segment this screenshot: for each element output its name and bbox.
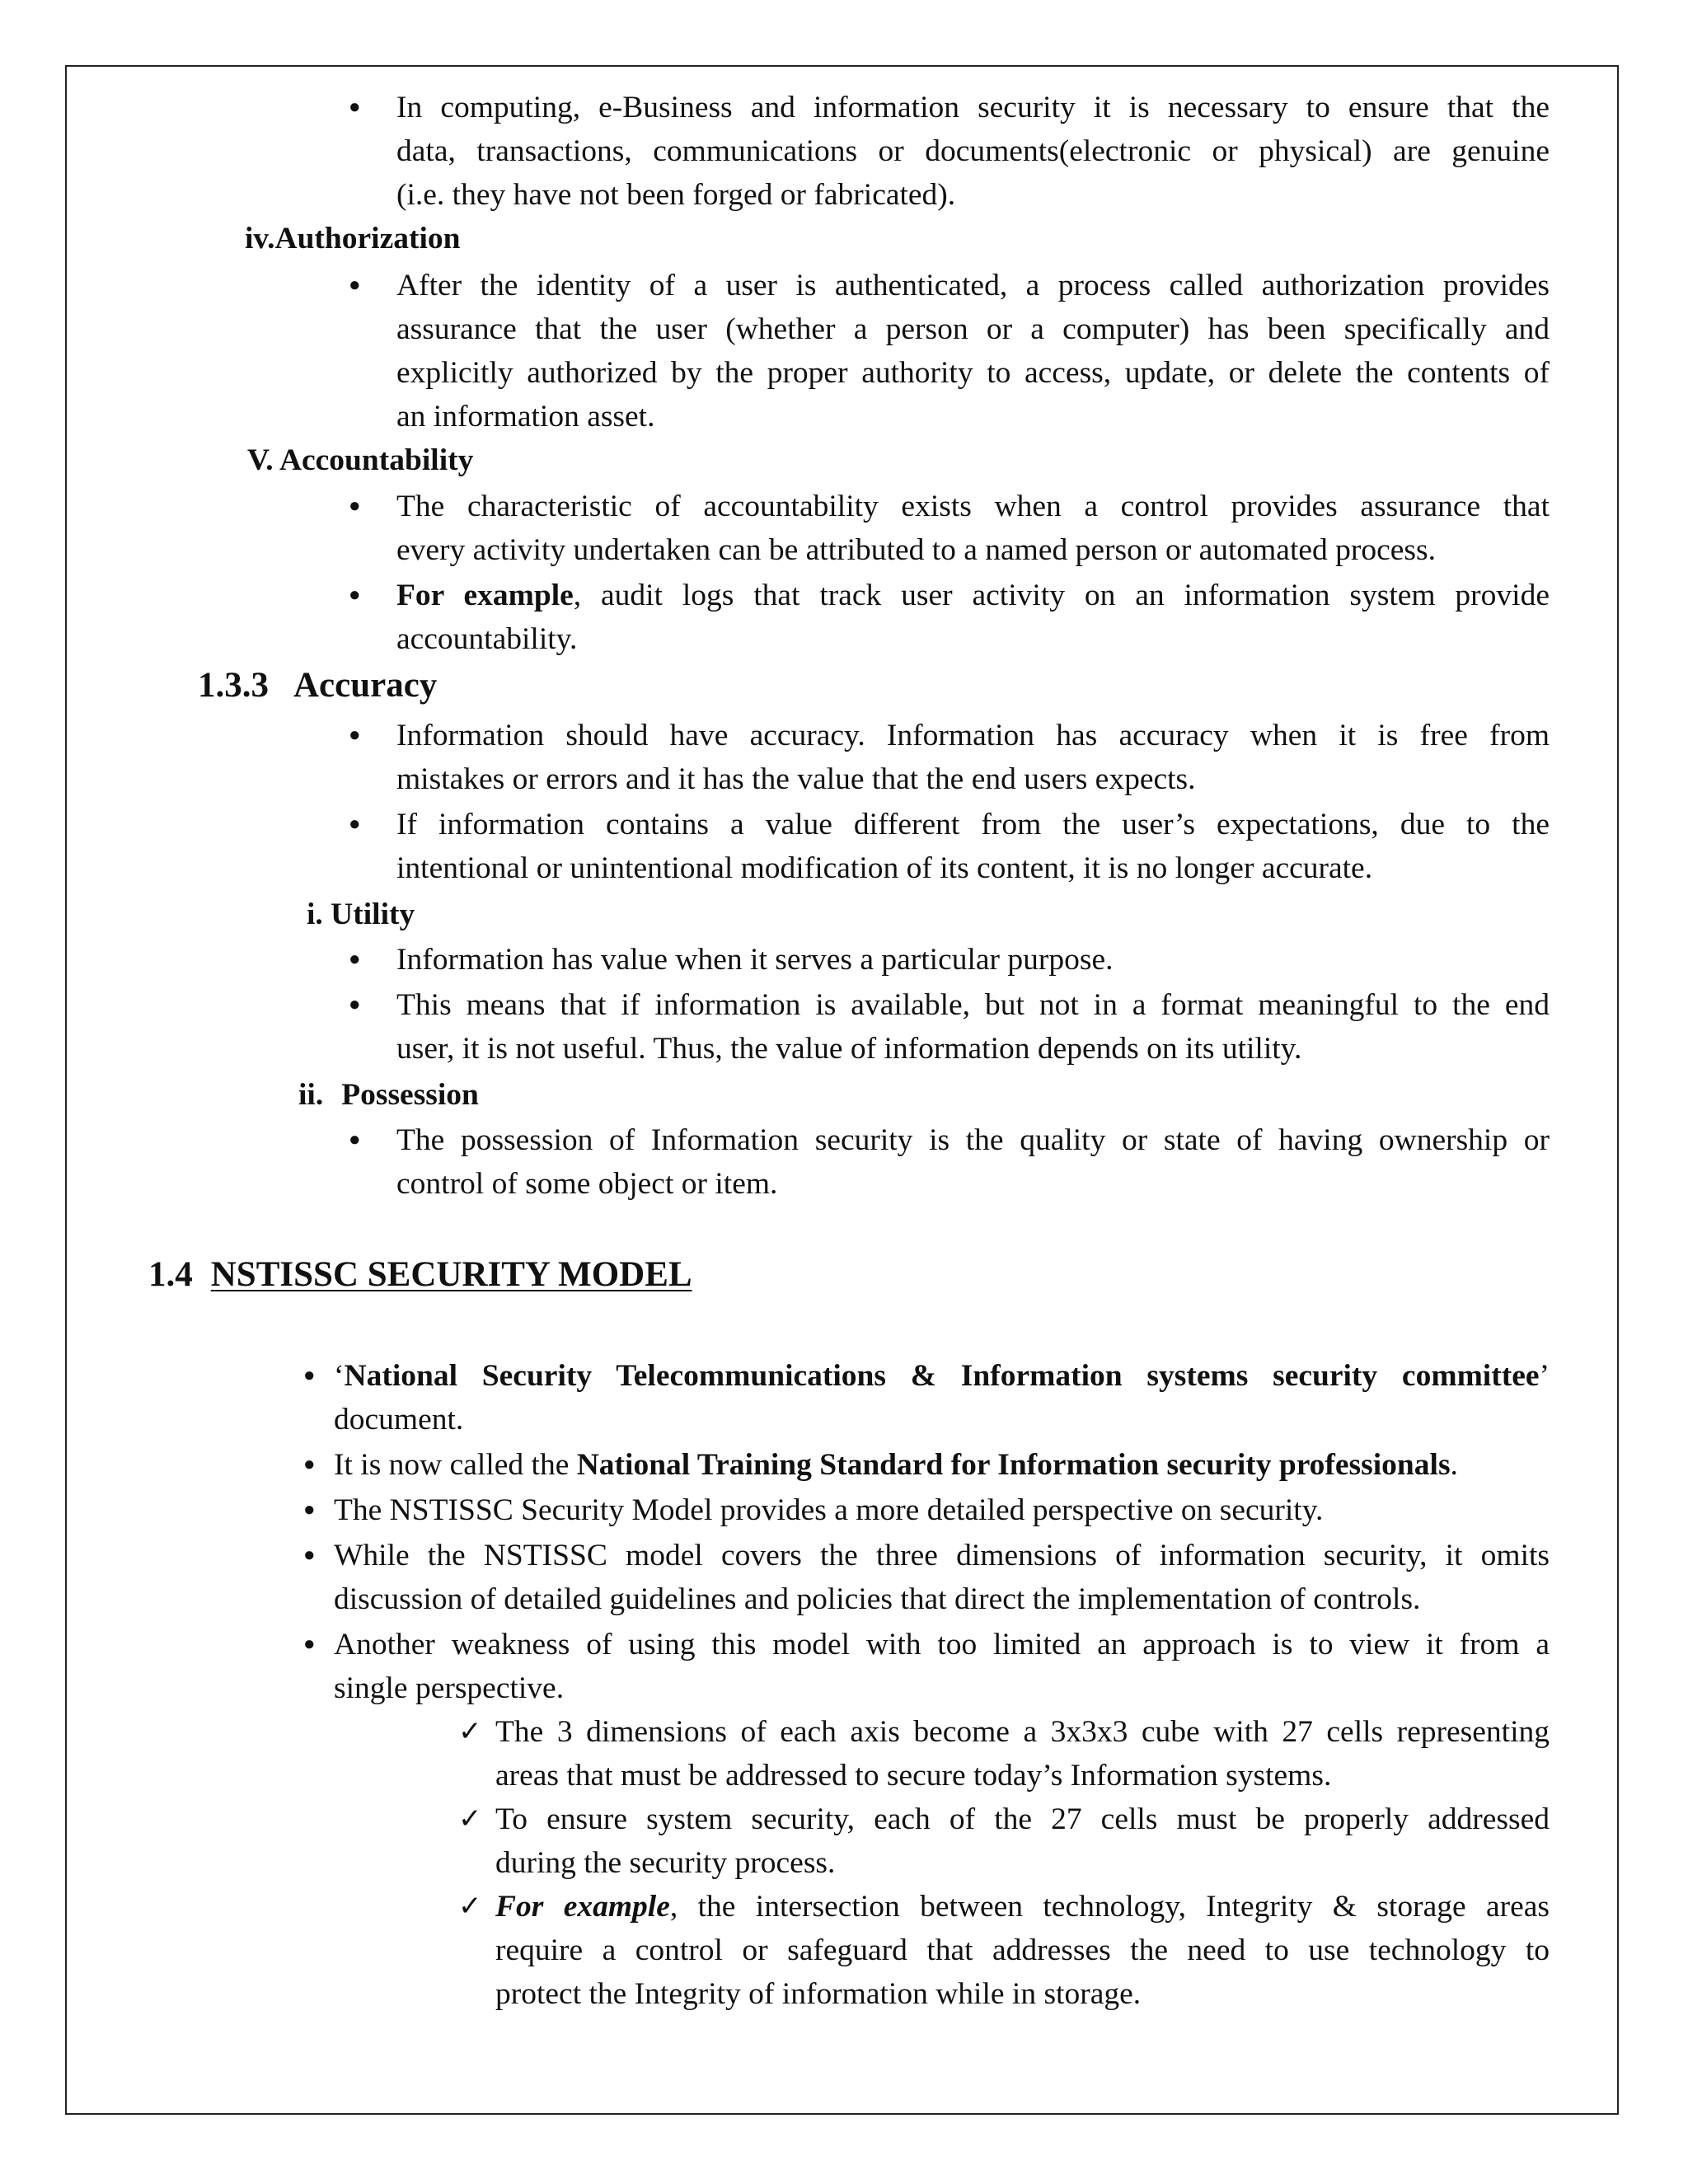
section-title: NSTISSC SECURITY MODEL: [210, 1255, 692, 1294]
bullet-icon: ●: [349, 813, 361, 835]
paragraph-line: explicitly authorized by the proper authority to access, update, or delete the contents of: [396, 356, 1550, 390]
subheading-possession: [298, 1073, 479, 1117]
paragraph-line: [334, 1443, 1458, 1487]
paragraph-line: While the NSTISSC model covers the three dimensions of information security, it omits: [334, 1539, 1550, 1572]
paragraph-line: If information contains a value different from the user’s expectations, due to the: [396, 808, 1550, 841]
paragraph-line: The 3 dimensions of each axis become a 3x3x3 cube with 27 cells representing: [495, 1715, 1550, 1749]
paragraph-line: This means that if information is available, but not in a format meaningful to the end: [396, 988, 1550, 1022]
paragraph-text: It is now called the: [334, 1448, 577, 1482]
subheading-title: Authorization: [274, 222, 461, 255]
bullet-icon: ●: [349, 584, 361, 606]
section-heading-nstissc: [148, 1250, 692, 1300]
subheading-title: Possession: [341, 1078, 479, 1112]
paragraph-line: user, it is not useful. Thus, the value of information depends on its utility.: [396, 1032, 1302, 1066]
subheading-number: ii.: [298, 1078, 324, 1112]
bullet-icon: ●: [303, 1544, 316, 1566]
bullet-icon: ●: [349, 949, 361, 970]
bullet-icon: ●: [349, 994, 361, 1015]
section-title: Accuracy: [293, 666, 438, 705]
bullet-icon: ●: [303, 1454, 316, 1475]
section-number: 1.4: [148, 1255, 193, 1294]
bullet-icon: ●: [349, 96, 361, 118]
paragraph-line: control of some object or item.: [396, 1167, 778, 1201]
paragraph-line: areas that must be addressed to secure today’s Information systems.: [495, 1759, 1332, 1793]
paragraph-line: require a control or safeguard that addresses the need to use technology to: [495, 1933, 1550, 1967]
bullet-icon: ●: [303, 1499, 316, 1521]
emphasis-text: National Security Telecommunications & Information systems security committee: [344, 1359, 1540, 1393]
paragraph-line: protect the Integrity of information while in storage.: [495, 1977, 1142, 2011]
subheading-number: iv.: [245, 222, 275, 255]
subheading-title: Accountability: [279, 443, 474, 477]
paragraph-text: .: [1450, 1448, 1458, 1482]
paragraph-line: [396, 574, 1550, 617]
emphasis-text: For example: [495, 1890, 670, 1924]
emphasis-text: National Training Standard for Information security professionals: [576, 1448, 1451, 1482]
paragraph-text: , the intersection between technology, Integrity & storage areas: [669, 1890, 1550, 1924]
paragraph-line: discussion of detailed guidelines and policies that direct the implementation of controls.: [334, 1582, 1421, 1616]
paragraph-line: data, transactions, communications or documents(electronic or physical) are genuine: [396, 134, 1550, 168]
paragraph-text: , audit logs that track user activity on an information system provide: [573, 579, 1550, 612]
quote-close: ’: [1539, 1359, 1550, 1393]
paragraph-line: Information should have accuracy. Information has accuracy when it is free from: [396, 719, 1550, 752]
paragraph-line: Information has value when it serves a particular purpose.: [396, 943, 1114, 977]
bullet-icon: ●: [349, 1129, 361, 1151]
section-number: 1.3.3: [198, 666, 269, 705]
paragraph-line: To ensure system security, each of the 27 cells must be properly addressed: [495, 1802, 1550, 1836]
paragraph-line: In computing, e-Business and information security it is necessary to ensure that the: [396, 91, 1550, 124]
check-icon: ✓: [458, 1802, 482, 1835]
check-icon: ✓: [458, 1715, 482, 1748]
paragraph-line: assurance that the user (whether a person or a computer) has been specifically and: [396, 312, 1550, 346]
paragraph-line: an information asset.: [396, 400, 655, 434]
paragraph-line: The characteristic of accountability exists when a control provides assurance that: [396, 490, 1550, 523]
bullet-icon: ●: [349, 724, 361, 746]
bullet-icon: ●: [303, 1365, 316, 1386]
bullet-icon: ●: [349, 274, 361, 296]
subheading-number: i.: [307, 898, 323, 931]
paragraph-line: After the identity of a user is authenticated, a process called authorization provides: [396, 269, 1550, 302]
paragraph-line: mistakes or errors and it has the value that the end users expects.: [396, 762, 1196, 796]
paragraph-line: intentional or unintentional modification of its content, it is no longer accurate.: [396, 851, 1373, 885]
subheading-utility: [307, 893, 415, 936]
paragraph-line: The possession of Information security is the quality or state of having ownership or: [396, 1123, 1550, 1157]
check-icon: ✓: [458, 1890, 482, 1923]
paragraph-line: document.: [334, 1403, 464, 1436]
paragraph-line: [495, 1885, 1550, 1929]
bullet-icon: ●: [303, 1633, 316, 1655]
paragraph-line: during the security process.: [495, 1846, 836, 1880]
paragraph-line: [334, 1354, 1550, 1398]
paragraph-line: (i.e. they have not been forged or fabricated).: [396, 178, 956, 212]
subheading-number: V.: [247, 443, 274, 477]
paragraph-line: single perspective.: [334, 1671, 565, 1705]
subheading-title: Utility: [331, 898, 415, 931]
bullet-icon: ●: [349, 495, 361, 517]
section-heading-accuracy: [198, 661, 437, 710]
paragraph-line: Another weakness of using this model with too limited an approach is to view it from a: [334, 1628, 1550, 1661]
paragraph-line: accountability.: [396, 622, 578, 656]
paragraph-line: every activity undertaken can be attributed to a named person or automated process.: [396, 533, 1436, 567]
subheading-accountability: [247, 438, 473, 482]
emphasis-text: For example: [396, 579, 574, 612]
paragraph-line: The NSTISSC Security Model provides a more detailed perspective on security.: [334, 1493, 1324, 1527]
subheading-authorization: [245, 217, 460, 260]
quote-open: ‘: [334, 1359, 345, 1393]
